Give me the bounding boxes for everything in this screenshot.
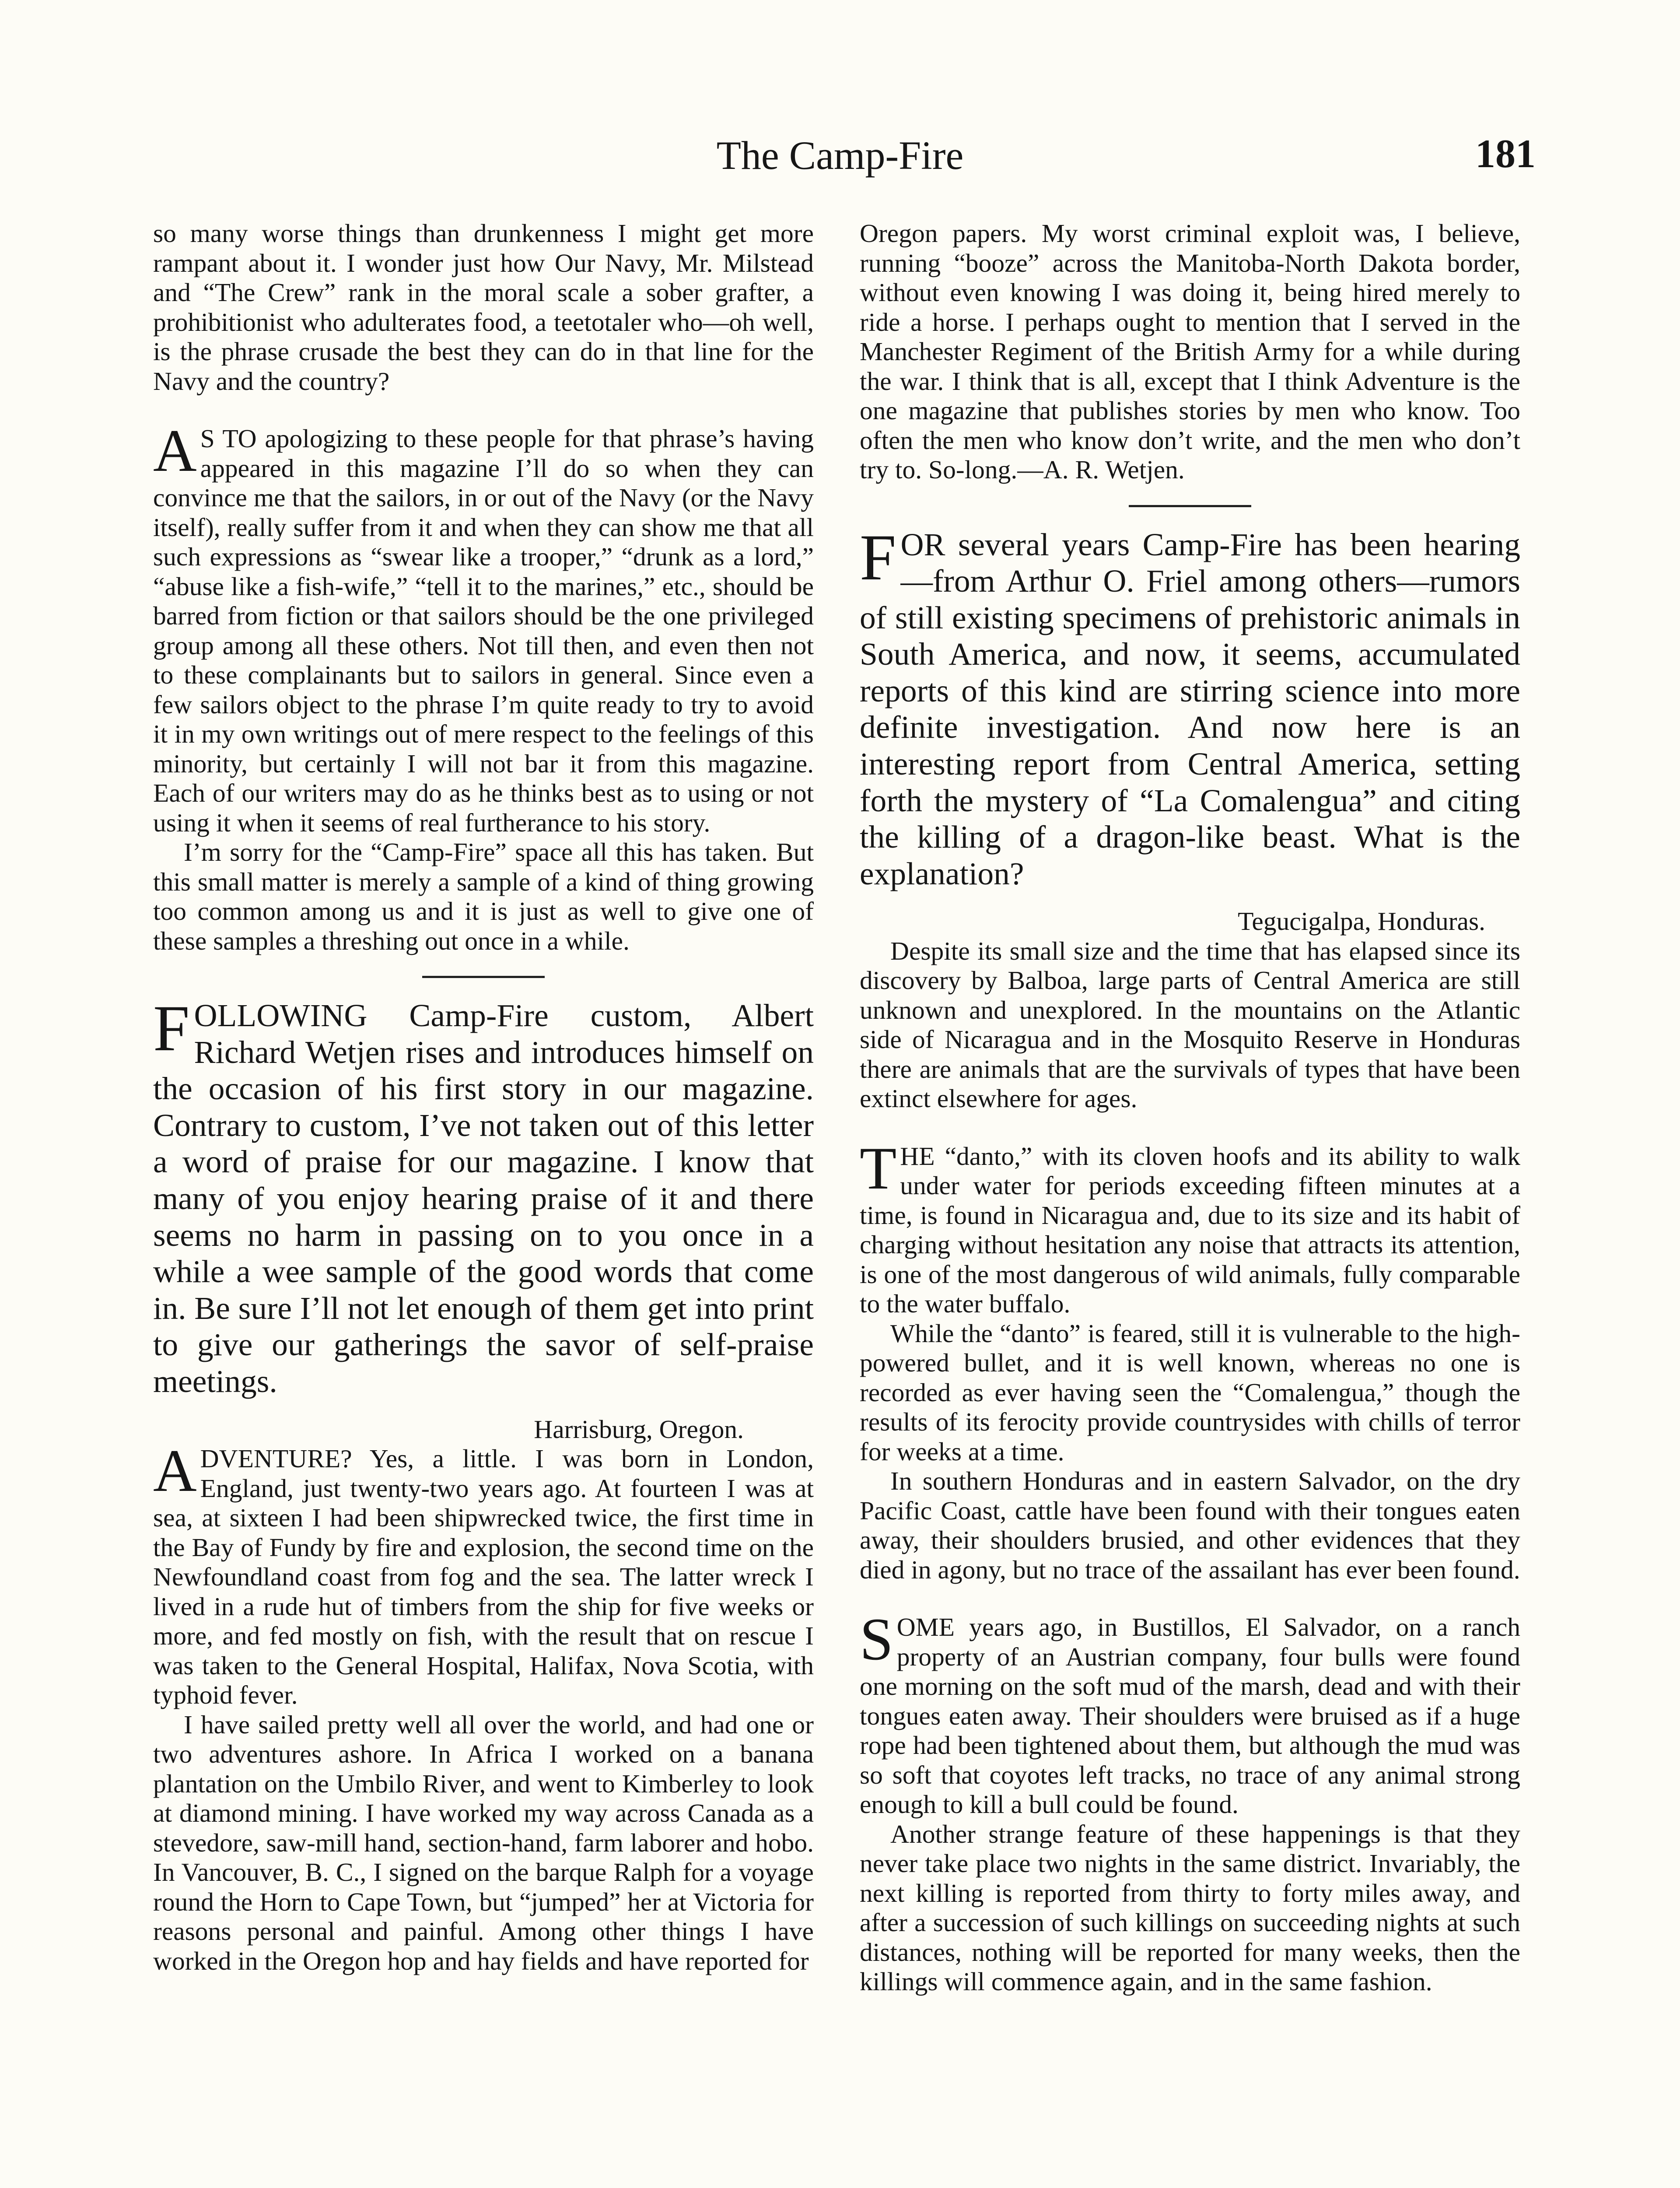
paragraph: so many worse things than drunkenness I might get more rampant about it. I wonder just how Our Navy, Mr. Milstead and “The Crew” rank in the moral scale a sober grafter, a prohibitionist who adulterates food, a teetotaler who—oh well, is the phrase crusade the best they can do in that line for the Navy and the country? — [153, 219, 814, 396]
section-divider — [422, 976, 545, 978]
running-title: The Camp-Fire — [716, 133, 964, 178]
intro-paragraph: OR several years Camp-Fire has been hearing—from Arthur O. Friel among others—rumors of still existing specimens of prehistoric animals in South America, and now, it seems, accumulated reports of this kind are stirring science into more definite investigation. And now here is an interesting report from Central America, setting forth the mystery of “La Comalengua” and citing the killing of a dragon-like beast. What is the explanation? — [860, 526, 1520, 891]
page-header — [0, 123, 1680, 188]
paragraph: While the “danto” is feared, still it is vulnerable to the high-powered bullet, and it is well known, whereas no one is recorded as ever having seen the “Comalengua,” though the results of its ferocity provide countrysides with chills of terror for weeks at a time. — [860, 1318, 1520, 1466]
letter-dateline: Harrisburg, Oregon. — [534, 1414, 744, 1444]
drop-cap: S — [860, 1606, 893, 1673]
left-column — [153, 219, 814, 1976]
paragraph: In southern Honduras and in eastern Salvador, on the dry Pacific Coast, cattle have been found with their tongues eaten away, their shoulders brusied, and other evidences that they died in agony, but no trace of the assailant has ever been found. — [860, 1466, 1520, 1584]
paragraph: Another strange feature of these happenings is that they never take place two nights in the same district. Invariably, the next killing is reported from thirty to forty miles away, and after a succession of such killings on succeeding nights at such distances, nothing will be reported for many weeks, then the killings will commence again, and in the same fashion. — [860, 1819, 1520, 1996]
letter-dateline: Tegucigalpa, Honduras. — [1238, 907, 1485, 936]
drop-cap: A — [153, 1437, 197, 1504]
paragraph: Oregon papers. My worst criminal exploit was, I believe, running “booze” across the Manitoba-North Dakota border, without even knowing I was doing it, being hired merely to ride a horse. I perhaps ought to mention that I served in the Manchester Regiment of the British Army for a while during the war. I think that is all, except that I think Adventure is the one magazine that publishes stories by men who know. Too often the men who know don’t write, and the men who don’t try to. So-long.—A. R. Wetjen. — [860, 219, 1520, 484]
drop-cap: F — [860, 521, 896, 594]
editorial-section — [153, 417, 814, 838]
page-number: 181 — [1475, 131, 1536, 176]
paragraph: I’m sorry for the “Camp-Fire” space all this has taken. But this small matter is merely a sample of a kind of thing growing too common among us and it is just as well to give one of these samples a threshing out once in a while. — [153, 838, 814, 955]
drop-cap: F — [153, 992, 190, 1065]
right-column — [860, 219, 1520, 1997]
intro-paragraph: OLLOWING Camp-Fire custom, Albert Richard Wetjen rises and introduces himself on the occasion of his first story in our magazine. Contrary to custom, I’ve not taken out of this letter a word of praise for our magazine. I know that many of you enjoy hearing praise of it and there seems no harm in passing on to you once in a while a wee sample of the good words that come in. Be sure I’ll not let enough of them get into print to give our gatherings the savor of self-praise meetings. — [153, 998, 814, 1399]
paragraph: HE “danto,” with its cloven hoofs and its ability to walk under water for periods exceeding fifteen minutes at a time, is found in Nicaragua and, due to its size and its habit of charging without hesitation any noise that attracts its attention, is one of the most dangerous of wild animals, fully comparable to the water buffalo. — [860, 1141, 1520, 1318]
paragraph: S TO apologizing to these people for that phrase’s having appeared in this magazine I’ll do so when they can convince me that the sailors, in or out of the Navy (or the Navy itself), really suffer from it and when they can show me that all such expressions as “swear like a trooper,” “drunk as a lord,” “abuse like a fish-wife,” “tell it to the marines,” etc., should be barred from fiction or that sailors should be the one privileged group among all these others. Not till then, and even then not to these complainants but to sailors in general. Since even a few sailors object to the phrase I’m quite ready to try to avoid it in my own writings out of mere respect to the feelings of this minority, but certainly I will not bar it from this magazine. Each of our writers may do as he thinks best as to using or not using it when it seems of real furtherance to his story. — [153, 424, 814, 837]
paragraph: DVENTURE? Yes, a little. I was born in London, England, just twenty-two years ago. At fourteen I was at sea, at sixteen I had been shipwrecked twice, the first time in the Bay of Fundy by fire and explosion, the second time on the Newfoundland coast from fog and the sea. The latter wreck I lived in a rude hut of timbers from the ship for five weeks or more, and fed mostly on fish, with the result that on rescue I was taken to the General Hospital, Halifax, Nova Scotia, with typhoid fever. — [153, 1444, 814, 1710]
section-divider — [1129, 505, 1251, 507]
paragraph: I have sailed pretty well all over the world, and had one or two adventures ashore. In Africa I worked on a banana plantation on the Umbilo River, and went to Kimberley to look at diamond mining. I have worked my way across Canada as a stevedore, saw-mill hand, section-hand, farm laborer and hobo. In Vancouver, B. C., I signed on the barque Ralph for a voyage round the Horn to Cape Town, but “jumped” her at Victoria for reasons personal and painful. Among other things I have worked in the Oregon hop and hay fields and have reported for — [153, 1710, 814, 1975]
paragraph: Despite its small size and the time that has elapsed since its discovery by Balboa, large parts of Central America are still unknown and unexplored. In the mountains on the Atlantic side of Nicaragua and in the Mosquito Reserve in Honduras there are animals that are the survivals of types that have been extinct elsewhere for ages. — [860, 936, 1520, 1113]
drop-cap: T — [860, 1134, 897, 1202]
drop-cap: A — [153, 417, 197, 484]
paragraph: OME years ago, in Bustillos, El Salvador, on a ranch property of an Austrian company, four bulls were found one morning on the soft mud of the marsh, dead and with their tongues eaten away. Their shoulders were bruised as if a huge rope had been tightened about them, but although the mud was so soft that coyotes left tracks, no trace of any animal strong enough to kill a bull could be found. — [860, 1613, 1520, 1819]
